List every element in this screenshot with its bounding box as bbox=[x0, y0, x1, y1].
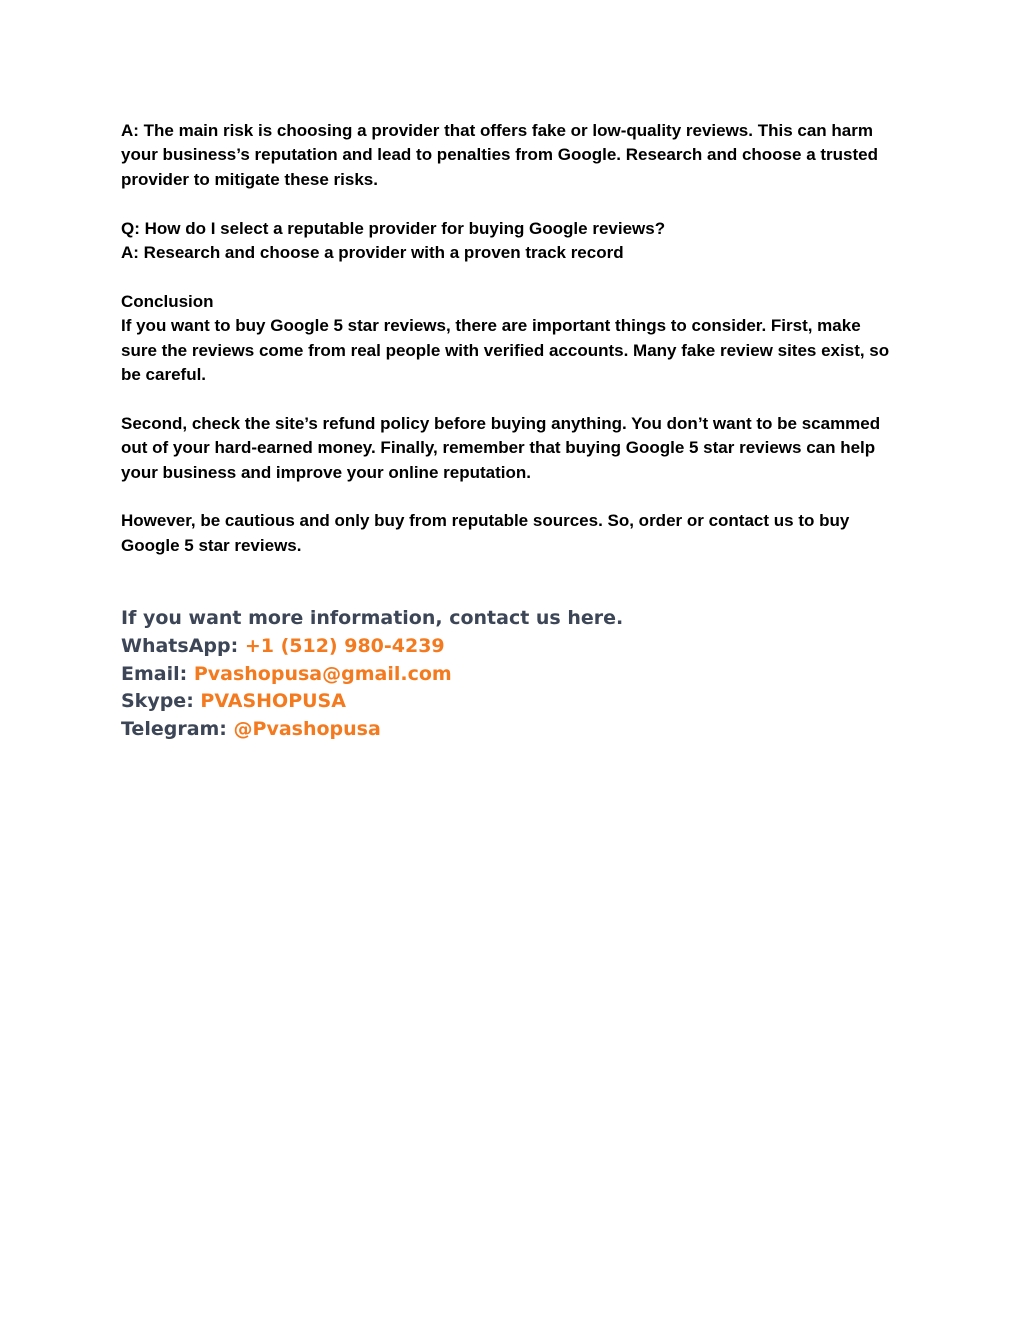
conclusion-paragraph-1: If you want to buy Google 5 star reviews, there are important things to consider. First, make sure the reviews come from real people with verified accounts. Many fake review sites exist, so be careful. bbox=[121, 316, 890, 385]
paragraph-gap bbox=[121, 265, 901, 289]
whatsapp-number-link[interactable]: +1 (512) 980-4239 bbox=[244, 634, 445, 657]
faq-answer-select: A: Research and choose a provider with a proven track record bbox=[121, 243, 624, 263]
conclusion-paragraph-3: However, be cautious and only buy from reputable sources. So, order or contact us to buy Google 5 star reviews. bbox=[121, 511, 850, 555]
contact-block bbox=[121, 605, 901, 744]
skype-line bbox=[121, 688, 901, 716]
skype-label: Skype: bbox=[121, 690, 201, 713]
telegram-label: Telegram: bbox=[121, 718, 234, 741]
whatsapp-label: WhatsApp: bbox=[121, 634, 245, 657]
conclusion-heading: Conclusion bbox=[121, 291, 214, 311]
faq-question-select: Q: How do I select a reputable provider for buying Google reviews? bbox=[121, 218, 666, 238]
document-body bbox=[121, 119, 901, 558]
whatsapp-line bbox=[121, 633, 901, 661]
email-label: Email: bbox=[121, 662, 194, 685]
telegram-line bbox=[121, 716, 901, 744]
email-line bbox=[121, 661, 901, 689]
faq-answer-risk: A: The main risk is choosing a provider that offers fake or low-quality reviews. This can harm your business’s reputation and lead to penalties from Google. Research and choose a trusted provider to mitigate these risks. bbox=[121, 121, 878, 189]
email-address-link[interactable]: Pvashopusa@gmail.com bbox=[193, 662, 452, 685]
paragraph-gap bbox=[121, 485, 901, 509]
skype-id-link[interactable]: PVASHOPUSA bbox=[200, 690, 346, 713]
paragraph-gap bbox=[121, 192, 901, 216]
telegram-handle-link[interactable]: @Pvashopusa bbox=[233, 718, 381, 741]
contact-intro: If you want more information, contact us here. bbox=[121, 607, 624, 629]
paragraph-gap bbox=[121, 387, 901, 411]
conclusion-paragraph-2: Second, check the site’s refund policy before buying anything. You don’t want to be scammed out of your hard-earned money. Finally, remember that buying Google 5 star reviews can help your business and improve your online reputation. bbox=[121, 413, 881, 482]
